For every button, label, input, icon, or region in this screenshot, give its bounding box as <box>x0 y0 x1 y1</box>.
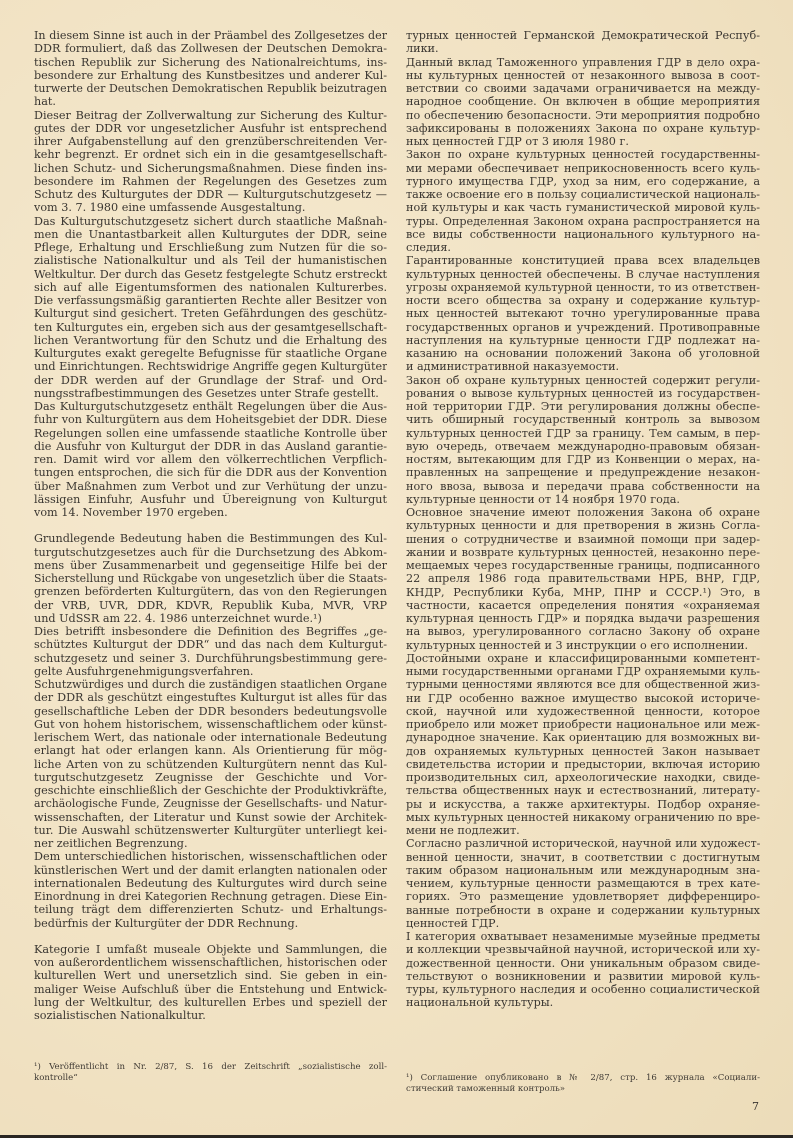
text-line: по обеспечению безопасности. Эти мероприятия подробно <box>406 108 760 122</box>
text-line: Das Kulturgutschutzgesetz sichert durch staatliche Maßnah- <box>34 214 387 228</box>
text-line: ни ГДР особенно важное имущество высокой историче- <box>406 691 760 705</box>
german-paragraph <box>34 943 387 1023</box>
text-line: über Maßnahmen zum Verbot und zur Verhütung der unzu- <box>34 479 387 493</box>
text-line: bedürfnis der Kulturgüter der DDR Rechnung. <box>34 916 299 930</box>
text-line: ной территории ГДР. Эти регулирования должны обеспе- <box>406 400 760 413</box>
text-line: ными государственными органами ГДР охраняемыми куль- <box>406 665 760 678</box>
text-line: Schutzwürdiges und durch die zuständigen staatlichen Organe <box>34 678 387 691</box>
text-line: зафиксированы в положениях Закона по охране культур- <box>406 121 760 135</box>
russian-paragraph <box>406 29 760 56</box>
text-line: Weltkultur. Der durch das Gesetz festgelegte Schutz erstreckt <box>34 267 387 281</box>
text-line: ми мерами обеспечивает неприкосновенность всего куль- <box>406 161 760 175</box>
russian-paragraph <box>406 930 760 1010</box>
text-line: дов охраняемых культурных ценностей Закон называет <box>406 744 760 758</box>
paragraph-gap <box>34 519 387 532</box>
german-paragraph <box>34 109 387 215</box>
footnote-line: ¹) Veröffentlicht in Nr. 2/87, S. 16 der Zeitschrift „sozialistische zoll- <box>34 1062 387 1072</box>
text-line: internationalen Bedeutung des Kulturgutes wird durch seine <box>34 876 387 890</box>
text-line: archäologische Funde, Zeugnisse der Gesellschafts- und Natur- <box>34 797 387 811</box>
text-line: следия. <box>406 241 451 254</box>
page-number: 7 <box>752 1100 759 1113</box>
text-line: teilung trägt dem differenzierten Schutz- und Erhaltungs- <box>34 903 387 917</box>
russian-footnote <box>406 1073 760 1095</box>
german-paragraph <box>34 532 387 625</box>
german-paragraph <box>34 215 387 401</box>
text-line: ванные потребности в охране и содержании культурных <box>406 903 760 917</box>
text-line: мени не подлежит. <box>406 824 520 837</box>
text-line: ihrer Aufgabenstellung auf den grenzüberschreitenden Ver- <box>34 135 387 148</box>
text-line: Основное значение имеют положения Закона об охране <box>406 506 760 519</box>
text-line: gelte Ausfuhrgenehmigungsverfahren. <box>34 664 254 678</box>
text-line: Kategorie I umfaßt museale Objekte und Sammlungen, die <box>34 942 387 956</box>
text-line: lichen Verantwortung für den Schutz und die Erhaltung des <box>34 333 387 347</box>
text-line: производительных сил, археологические находки, свиде- <box>406 771 760 784</box>
text-line: частности, касается определения понятия «охраняемая <box>406 598 760 612</box>
text-line: die Ausfuhr von Kulturgut der DDR in das Ausland garantie- <box>34 439 387 453</box>
text-line: kehr begrenzt. Er ordnet sich ein in die gesamtgesellschaft- <box>34 148 387 162</box>
russian-paragraph <box>406 506 760 652</box>
german-paragraph <box>34 625 387 678</box>
text-line: liche Arten von zu schützenden Kulturgütern nennt das Kul- <box>34 757 387 771</box>
text-line: der DDR werden auf der Grundlage der Straf- und Ord- <box>34 373 387 387</box>
text-line: ных ценностей вытекают точно урегулированные права <box>406 307 760 321</box>
russian-paragraph <box>406 652 760 838</box>
text-line: Die verfassungsmäßig garantierten Rechte aller Besitzer von <box>34 294 387 307</box>
text-line: ной культуры и как часть гуманистической мировой куль- <box>406 201 760 215</box>
text-line: gesellschaftliche Leben der DDR besonders bedeutungsvolle <box>34 704 387 718</box>
text-line: DDR formuliert, daß das Zollwesen der Deutschen Demokra- <box>34 42 387 56</box>
text-line: vom 3. 7. 1980 eine umfassende Ausgestaltung. <box>34 201 306 215</box>
text-line: угрозы охраняемой культурной ценности, то из ответствен- <box>406 280 760 294</box>
text-line: государственных органов и учреждений. Противоправные <box>406 320 760 334</box>
text-line: lässigen Einfuhr, Ausfuhr und Übereignung von Kulturgut <box>34 492 387 506</box>
russian-paragraph <box>406 254 760 373</box>
text-line: besondere im Rahmen der Regelungen des Gesetzes zum <box>34 174 387 188</box>
text-line: Regelungen sollen eine umfassende staatliche Kontrolle über <box>34 426 387 440</box>
text-line: und Einrichtungen. Rechtswidrige Angriffe gegen Kulturgüter <box>34 360 387 374</box>
text-line: лики. <box>406 42 439 56</box>
text-line: wissenschaften, der Literatur und Kunst sowie der Architek- <box>34 810 387 824</box>
russian-paragraph <box>406 56 760 149</box>
text-line: der VRB, UVR, DDR, KDVR, Republik Kuba, MVR, VRP <box>34 598 387 612</box>
german-footnote <box>34 1062 387 1084</box>
text-line: Schutz des Kulturgutes der DDR — Kulturgutschutzgesetz — <box>34 188 387 201</box>
text-line: культурных ценностей обеспечены. В случае наступления <box>406 267 760 281</box>
german-paragraph <box>34 29 387 109</box>
text-line: турными ценностями являются все для общественной жиз- <box>406 678 760 692</box>
text-line: на вывоз, урегулированного согласно Закону об охране <box>406 625 760 639</box>
text-line: чением, культурные ценности размещаются в трех кате- <box>406 877 760 890</box>
text-line: Das Kulturgutschutzgesetz enthält Regelungen über die Aus- <box>34 400 387 413</box>
text-line: mens über Zusammenarbeit und gegenseitige Hilfe bei der <box>34 558 387 572</box>
text-line: grenzen beförderten Kulturgütern, das von den Regierungen <box>34 585 387 599</box>
text-line: Гарантированные конституцией права всех владельцев <box>406 254 760 268</box>
text-line: Einordnung in drei Kategorien Rechnung getragen. Diese Ein- <box>34 890 387 903</box>
text-line: наступления на культурные ценности ГДР подлежат на- <box>406 333 760 347</box>
text-line: Kulturgut sind gesichert. Treten Gefährdungen des geschütz- <box>34 307 387 321</box>
text-line: gutes der DDR vor ungesetzlicher Ausfuhr ist entsprechend <box>34 121 387 135</box>
german-paragraph <box>34 400 387 519</box>
russian-paragraph <box>406 374 760 507</box>
text-line: Sicherstellung und Rückgabe von ungesetzlich über die Staats- <box>34 572 387 585</box>
text-line: туры, культурного наследия и особенно социалистической <box>406 983 760 996</box>
text-line: vom 14. November 1970 ergeben. <box>34 506 228 519</box>
text-line: hat. <box>34 95 56 109</box>
text-line: мых культурных ценностей никакому ограничению по вре- <box>406 810 760 824</box>
text-line: ностям, вытекающим для ГДР из Конвенции о мерах, на- <box>406 453 760 466</box>
text-line: Dem unterschiedlichen historischen, wissenschaftlichen oder <box>34 850 387 864</box>
text-line: Dieser Beitrag der Zollverwaltung zur Sicherung des Kultur- <box>34 108 387 122</box>
text-line: In diesem Sinne ist auch in der Präambel des Zollgesetzes der <box>34 29 387 42</box>
text-line: Закон об охране культурных ценностей содержит регули- <box>406 373 760 387</box>
text-line: 22 апреля 1986 года правительствами НРБ, ВНР, ГДР, <box>406 572 760 586</box>
text-line: lerischem Wert, das nationale oder internationale Bedeutung <box>34 731 387 744</box>
text-line: культурные ценности от 14 ноября 1970 года. <box>406 492 680 506</box>
text-line: Pflege, Erhaltung und Erschließung zum Nutzen für die so- <box>34 241 387 254</box>
text-line: lung der Weltkultur, des kulturellen Erbes und speziell der <box>34 995 387 1009</box>
text-line: народное сообщение. Он включен в общие мероприятия <box>406 95 760 109</box>
text-line: tur. Die Auswahl schützenswerter Kulturgüter unterliegt kei- <box>34 823 387 837</box>
text-line: ren. Damit wird vor allem den völkerrechtlichen Verpflich- <box>34 453 387 466</box>
text-line: венной ценности, значит, в соответствии с достигнутым <box>406 850 760 864</box>
text-line: besondere zur Erhaltung des Kunstbesitzes und anderer Kul- <box>34 68 387 82</box>
text-line: von außerordentlichem wissenschaftlichen, historischen oder <box>34 956 387 969</box>
text-line: ного ввоза, вывоза и передачи права собственности на <box>406 479 760 493</box>
text-line: tungen entsprochen, die sich für die DDR aus der Konvention <box>34 466 387 480</box>
text-line: ценностей ГДР. <box>406 916 500 930</box>
paragraph-gap <box>34 930 387 943</box>
text-line: lichen Schutz- und Sicherungsmaßnahmen. Diese finden ins- <box>34 161 387 175</box>
text-line: ten Kulturgutes ein, ergeben sich aus der gesamtgesellschaft- <box>34 320 387 334</box>
text-line: также освоение его в пользу социалистической националь- <box>406 188 760 201</box>
text-line: турного имущества ГДР, уход за ним, его содержание, а <box>406 174 760 188</box>
text-line: культурных ценности и для претворения в жизнь Согла- <box>406 519 760 533</box>
text-line: sich auf alle Eigentumsformen des nationalen Kulturerbes. <box>34 280 387 294</box>
text-line: Kulturgutes exakt geregelte Befugnisse für staatliche Organe <box>34 347 387 360</box>
text-line: приобрело или может приобрести национальное или меж- <box>406 718 760 731</box>
text-line: дожественной ценности. Они уникальным образом свиде- <box>406 956 760 970</box>
text-line: ры и искусства, а также архитектуры. Подбор охраняе- <box>406 797 760 811</box>
text-line: Gut von hohem historischem, wissenschaftlichem oder künst- <box>34 717 387 731</box>
text-line: nungsstrafbestimmungen des Gesetzes unter Strafe gestellt. <box>34 386 379 400</box>
russian-column <box>406 29 760 1010</box>
text-line: Grundlegende Bedeutung haben die Bestimmungen des Kul- <box>34 532 387 546</box>
text-line: Dies betrifft insbesondere die Definition des Begriffes „ge- <box>34 625 387 638</box>
german-column <box>34 29 387 1022</box>
text-line: национальной культуры. <box>406 996 554 1010</box>
text-line: дународное значение. Как ориентацию для возможных ви- <box>406 731 760 745</box>
text-line: künstlerischen Wert und der damit erlangten nationalen oder <box>34 863 387 877</box>
text-line: Закон по охране культурных ценностей государственны- <box>406 148 760 162</box>
text-line: ны культурных ценностей от незаконного вывоза в соот- <box>406 68 760 82</box>
text-line: zialistische Nationalkultur und als Teil der humanistischen <box>34 254 387 268</box>
text-line: ской, научной или художественной ценности, которое <box>406 704 760 718</box>
text-line: turgutschutzgesetzes auch für die Durchsetzung des Abkom- <box>34 545 387 559</box>
text-line: культурных ценностей и 3 инструкции о его исполнении. <box>406 638 749 652</box>
text-line: turwerte der Deutschen Demokratischen Republik beizutragen <box>34 82 387 95</box>
text-line: культурных ценностей ГДР за границу. Тем самым, в пер- <box>406 426 760 440</box>
text-line: рования о вывозе культурных ценностей из государствен- <box>406 386 760 400</box>
text-line: и административной наказуемости. <box>406 360 620 374</box>
russian-paragraph <box>406 837 760 930</box>
text-line: культурная ценность ГДР» и порядка выдачи разрешения <box>406 612 760 625</box>
text-line: таким образом национальным или международным зна- <box>406 863 760 877</box>
text-line: der DDR als geschützt eingestuftes Kulturgut ist alles für das <box>34 691 387 705</box>
text-line: geschichte einschließlich der Geschichte der Produktivkräfte, <box>34 784 387 797</box>
text-line: ветствии со своими задачами ограничивается на между- <box>406 82 760 95</box>
text-line: maliger Weise Aufschluß über die Entstehung und Entwick- <box>34 982 387 996</box>
text-line: Данный вклад Таможенного управления ГДР в дело охра- <box>406 55 760 69</box>
text-line: шения о сотрудничестве и взаимной помощи при задер- <box>406 532 760 546</box>
text-line: sozialistischen Nationalkultur. <box>34 1009 206 1022</box>
text-line: Согласно различной исторической, научной или художест- <box>406 837 760 851</box>
text-line: erlangt hat oder erlangen kann. Als Orientierung für mög- <box>34 744 387 758</box>
text-line: men die Unantastbarkeit allen Kulturgutes der DDR, seine <box>34 227 387 241</box>
text-line: fuhr von Kulturgütern aus dem Hoheitsgebiet der DDR. Diese <box>34 413 387 427</box>
text-line: ности всего общества за охрану и содержание культур- <box>406 294 760 307</box>
text-line: и коллекции чрезвычайной научной, исторической или ху- <box>406 943 760 957</box>
footnote-line: kontrolle“ <box>34 1073 78 1083</box>
footnote-line: ¹) Соглашение опубликовано в № 2/87, стр. 16 журнала «Социали- <box>406 1073 760 1083</box>
text-line: ных ценностей ГДР от 3 июля 1980 г. <box>406 135 629 148</box>
german-paragraph <box>34 850 387 930</box>
text-line: жании и возврате культурных ценностей, незаконно пере- <box>406 545 760 559</box>
text-line: гориях. Это размещение удовлетворяет дифференциро- <box>406 890 760 904</box>
text-line: казанию на основании положений Закона об уголовной <box>406 347 760 360</box>
text-line: тельствуют о возникновении и развитии мировой куль- <box>406 969 760 983</box>
text-line: тельства общественных наук и естествознаний, литерату- <box>406 784 760 798</box>
footnote-line: стический таможенный контроль» <box>406 1084 566 1094</box>
text-line: ner zeitlichen Begrenzung. <box>34 837 188 850</box>
text-line: turgutschutzgesetz Zeugnisse der Geschichte und Vor- <box>34 770 387 784</box>
text-line: свидетельства истории и предыстории, включая историю <box>406 757 760 771</box>
text-line: турных ценностей Германской Демократической Респуб- <box>406 29 760 42</box>
text-line: tischen Republik zur Sicherung des Nationalreichtums, ins- <box>34 55 387 69</box>
text-line: все виды собственности национального культурного на- <box>406 227 760 241</box>
text-line: вую очередь, отвечаем международно-правовым обязан- <box>406 439 760 453</box>
russian-paragraph <box>406 148 760 254</box>
text-line: туры. Определенная Законом охрана распространяется на <box>406 214 760 228</box>
text-line: schütztes Kulturgut der DDR“ und das nach dem Kulturgut- <box>34 638 387 652</box>
text-line: und UdSSR am 22. 4. 1986 unterzeichnet wurde.¹) <box>34 611 322 625</box>
text-line: КНДР, Республики Куба, МНР, ПНР и СССР.¹) Это, в <box>406 585 760 599</box>
text-line: правленных на запрещение и предупреждение незакон- <box>406 466 760 480</box>
text-line: мещаемых через государственные границы, подписанного <box>406 559 760 572</box>
text-line: чить обширный государственный контроль за вывозом <box>406 413 760 427</box>
text-line: Достойными охране и классифицированными компетент- <box>406 651 760 665</box>
text-line: schutzgesetz und seiner 3. Durchführungsbestimmung gere- <box>34 651 387 665</box>
german-paragraph <box>34 678 387 850</box>
text-line: I категория охватывает незаменимые музейные предметы <box>406 930 760 943</box>
text-line: kulturellen Wert und unersetzlich sind. Sie geben in ein- <box>34 969 387 983</box>
